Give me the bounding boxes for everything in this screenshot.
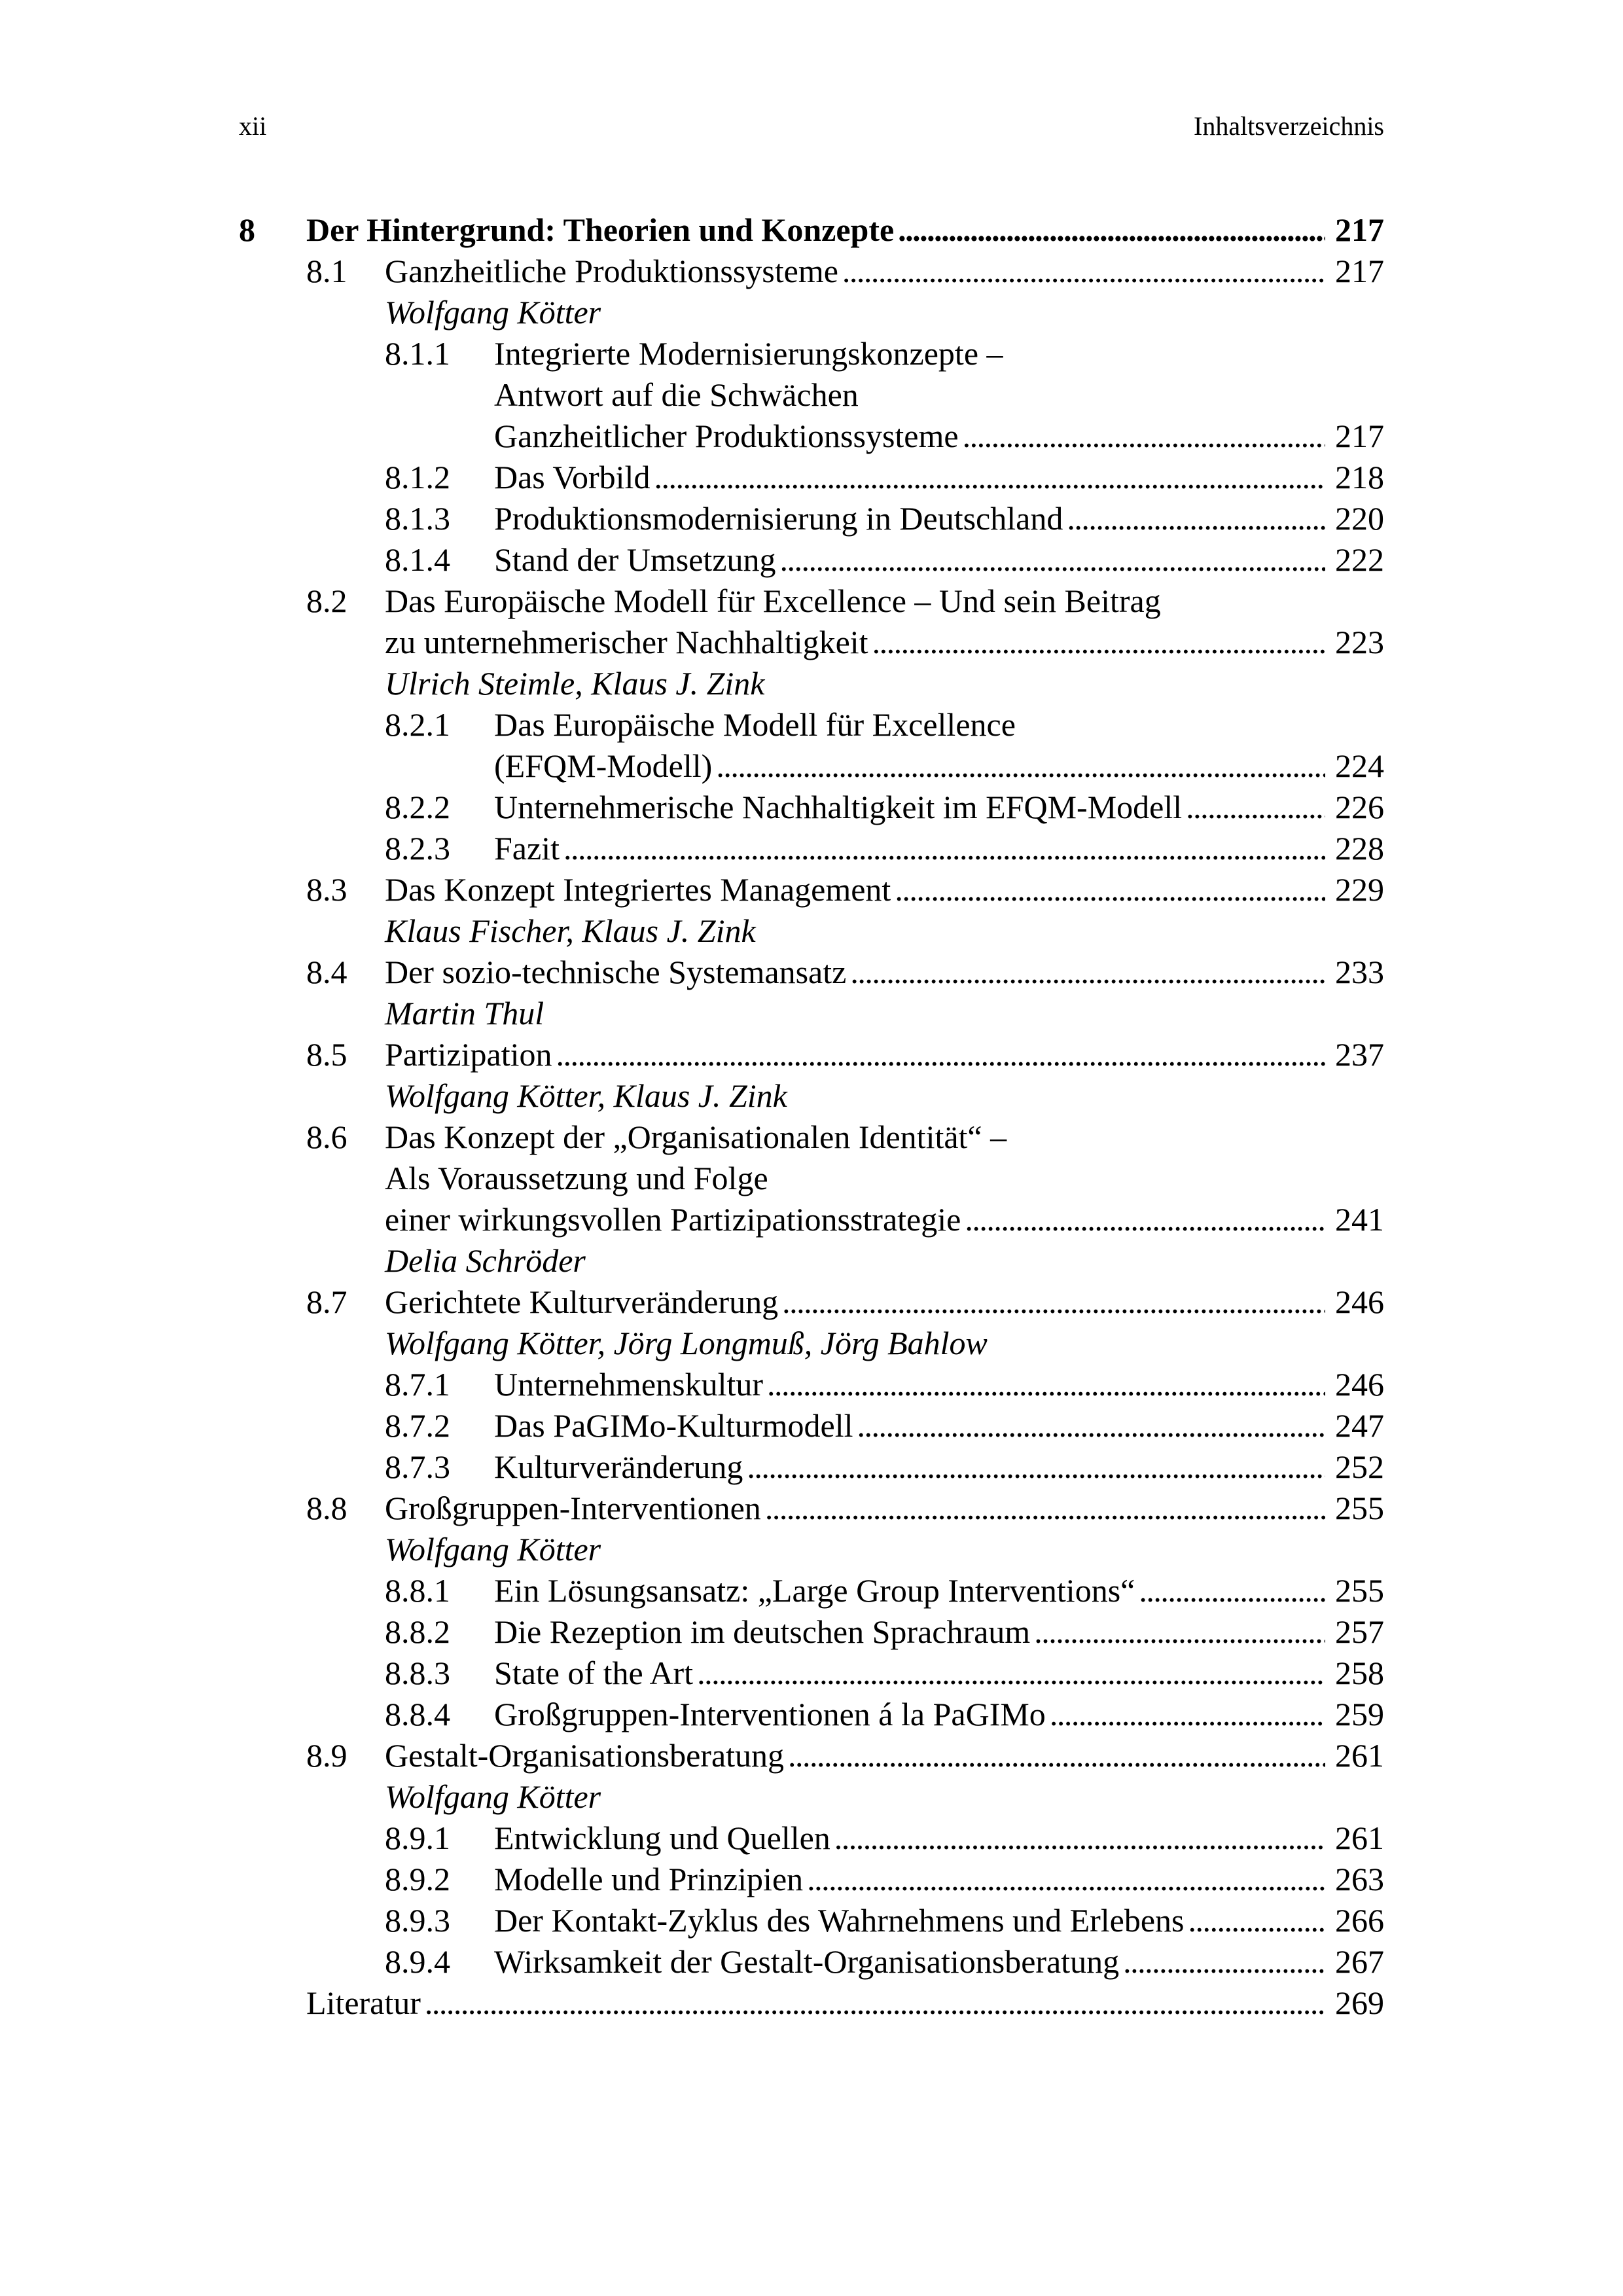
toc-page-number: 247 <box>1335 1407 1384 1444</box>
toc-entry <box>239 251 1384 292</box>
toc-entry <box>239 1282 1384 1323</box>
toc-title: Kulturveränderung <box>494 1448 743 1485</box>
toc-entry <box>239 1034 1384 1075</box>
toc-title: Das Konzept Integriertes Management <box>385 871 891 908</box>
toc-entry <box>239 457 1384 498</box>
toc-section-number: 8.9.2 <box>385 1861 450 1897</box>
dot-leader <box>767 1364 1325 1405</box>
toc-page-number: 237 <box>1335 1036 1384 1073</box>
toc-author-line <box>239 1529 1384 1570</box>
toc-entry <box>239 498 1384 539</box>
toc-section-number: 8.9.3 <box>385 1902 450 1939</box>
dot-leader <box>1034 1611 1325 1653</box>
toc-section-number: 8.2.2 <box>385 789 450 825</box>
toc-author: Ulrich Steimle, Klaus J. Zink <box>385 665 765 702</box>
dot-leader <box>779 539 1325 581</box>
dot-leader <box>563 828 1325 869</box>
toc-section-number: 8 <box>239 211 255 248</box>
toc-entry <box>239 374 1384 416</box>
toc-author: Klaus Fischer, Klaus J. Zink <box>385 912 756 949</box>
toc-entry <box>239 333 1384 374</box>
toc-section-number: 8.7.3 <box>385 1448 450 1485</box>
toc-page-number: 252 <box>1335 1448 1384 1485</box>
dot-leader <box>782 1282 1325 1323</box>
toc-page-number: 267 <box>1335 1943 1384 1980</box>
toc-page-number: 217 <box>1335 211 1384 248</box>
dot-leader <box>857 1405 1325 1446</box>
toc-entry <box>239 1364 1384 1405</box>
toc-section-number: 8.8.2 <box>385 1613 450 1650</box>
toc-section-number: 8.5 <box>306 1036 348 1073</box>
toc-author: Wolfgang Kötter <box>385 294 601 331</box>
toc-title: (EFQM-Modell) <box>494 747 713 784</box>
toc-author-line <box>239 1240 1384 1282</box>
toc-title: Fazit <box>494 830 560 867</box>
toc-title: Der Hintergrund: Theorien und Konzepte <box>306 211 895 248</box>
toc-page-number: 269 <box>1335 1984 1384 2021</box>
toc-section-number: 8.3 <box>306 871 348 908</box>
toc-author: Martin Thul <box>385 995 544 1031</box>
toc-page-number: 258 <box>1335 1655 1384 1691</box>
toc-title: Entwicklung und Quellen <box>494 1820 830 1856</box>
toc-entry <box>239 1158 1384 1199</box>
toc-section-number: 8.7 <box>306 1283 348 1320</box>
toc-author-line <box>239 292 1384 333</box>
toc-title: Gestalt-Organisationsberatung <box>385 1737 785 1774</box>
toc-entry <box>239 704 1384 745</box>
running-title: Inhaltsverzeichnis <box>1194 111 1384 141</box>
toc-page-number: 259 <box>1335 1696 1384 1732</box>
toc-page-number: 266 <box>1335 1902 1384 1939</box>
dot-leader <box>1186 787 1325 828</box>
toc-title: Stand der Umsetzung <box>494 541 776 578</box>
toc-entry <box>239 745 1384 787</box>
toc-page-number: 261 <box>1335 1820 1384 1856</box>
toc-title: einer wirkungsvollen Partizipationsstrategie <box>385 1201 961 1238</box>
toc-title: Das PaGIMo-Kulturmodell <box>494 1407 853 1444</box>
toc-title: Modelle und Prinzipien <box>494 1861 804 1897</box>
toc-author-line <box>239 993 1384 1034</box>
toc-title: State of the Art <box>494 1655 694 1691</box>
toc-title: Unternehmenskultur <box>494 1366 764 1403</box>
toc-author-line <box>239 1776 1384 1818</box>
dot-leader <box>834 1818 1325 1859</box>
toc-title: Gerichtete Kulturveränderung <box>385 1283 779 1320</box>
toc-page-number: 255 <box>1335 1572 1384 1609</box>
toc-section-number: 8.9.4 <box>385 1943 450 1980</box>
dot-leader <box>1188 1900 1325 1941</box>
toc-page-number: 220 <box>1335 500 1384 537</box>
toc-section-number: 8.8 <box>306 1490 348 1526</box>
toc-author: Wolfgang Kötter <box>385 1778 601 1815</box>
toc-entry <box>239 1941 1384 1982</box>
toc-title: Ganzheitlicher Produktionssysteme <box>494 418 959 454</box>
toc-title: Ganzheitliche Produktionssysteme <box>385 253 838 289</box>
toc-page-number: 228 <box>1335 830 1384 867</box>
toc-section-number: 8.8.3 <box>385 1655 450 1691</box>
toc-page-number: 257 <box>1335 1613 1384 1650</box>
toc-entry <box>239 209 1384 251</box>
toc-entry <box>239 869 1384 910</box>
toc-title: Wirksamkeit der Gestalt-Organisationsberatung <box>494 1943 1120 1980</box>
toc-section-number: 8.2 <box>306 583 348 619</box>
toc-section-number: 8.8.4 <box>385 1696 450 1732</box>
dot-leader <box>654 457 1325 498</box>
toc-section-number: 8.1.3 <box>385 500 450 537</box>
toc-entry <box>239 539 1384 581</box>
toc-title: Das Europäische Modell für Excellence <box>494 706 1016 743</box>
dot-leader <box>765 1488 1325 1529</box>
dot-leader <box>1139 1570 1325 1611</box>
toc-entry <box>239 787 1384 828</box>
toc-section-number: 8.7.1 <box>385 1366 450 1403</box>
toc-entry <box>239 1117 1384 1158</box>
toc-title: Literatur <box>306 1984 421 2021</box>
toc-page-number: 218 <box>1335 459 1384 495</box>
toc-page-number: 263 <box>1335 1861 1384 1897</box>
toc-author: Delia Schröder <box>385 1242 586 1279</box>
toc-page-number: 224 <box>1335 747 1384 784</box>
toc-section-number: 8.9.1 <box>385 1820 450 1856</box>
toc-section-number: 8.1 <box>306 253 348 289</box>
table-of-contents <box>239 209 1384 2024</box>
toc-page-number: 233 <box>1335 954 1384 990</box>
toc-entry <box>239 1859 1384 1900</box>
toc-title: Antwort auf die Schwächen <box>494 376 859 413</box>
toc-page-number: 222 <box>1335 541 1384 578</box>
toc-entry <box>239 622 1384 663</box>
dot-leader <box>788 1735 1325 1776</box>
toc-page-number: 261 <box>1335 1737 1384 1774</box>
toc-title: Der sozio-technische Systemansatz <box>385 954 847 990</box>
dot-leader <box>842 251 1325 292</box>
dot-leader <box>807 1859 1325 1900</box>
toc-title: Großgruppen-Interventionen <box>385 1490 761 1526</box>
toc-author: Wolfgang Kötter, Jörg Longmuß, Jörg Bahlow <box>385 1325 988 1361</box>
toc-section-number: 8.1.4 <box>385 541 450 578</box>
toc-page-number: 229 <box>1335 871 1384 908</box>
toc-entry <box>239 1735 1384 1776</box>
toc-page-number: 246 <box>1335 1366 1384 1403</box>
toc-entry <box>239 1570 1384 1611</box>
dot-leader <box>965 1199 1325 1240</box>
toc-section-number: 8.6 <box>306 1119 348 1155</box>
toc-title: zu unternehmerischer Nachhaltigkeit <box>385 624 868 660</box>
toc-title: Produktionsmodernisierung in Deutschland <box>494 500 1063 537</box>
toc-title: Partizipation <box>385 1036 552 1073</box>
dot-leader <box>716 745 1325 787</box>
dot-leader <box>697 1653 1325 1694</box>
toc-title: Das Europäische Modell für Excellence – Und sein Beitrag <box>385 583 1161 619</box>
toc-section-number: 8.2.1 <box>385 706 450 743</box>
toc-title: Integrierte Modernisierungskonzepte – <box>494 335 1003 372</box>
dot-leader <box>425 1982 1325 2024</box>
toc-title: Ein Lösungsansatz: „Large Group Interventions“ <box>494 1572 1135 1609</box>
toc-page-number: 246 <box>1335 1283 1384 1320</box>
dot-leader <box>898 209 1325 251</box>
toc-title: Großgruppen-Interventionen á la PaGIMo <box>494 1696 1046 1732</box>
toc-title: Der Kontakt-Zyklus des Wahrnehmens und Erlebens <box>494 1902 1185 1939</box>
toc-author-line <box>239 1323 1384 1364</box>
dot-leader <box>963 416 1325 457</box>
page-number: xii <box>239 111 267 141</box>
dot-leader <box>1050 1694 1325 1735</box>
toc-entry <box>239 1900 1384 1941</box>
toc-page-number: 217 <box>1335 253 1384 289</box>
toc-entry <box>239 1446 1384 1488</box>
toc-title: Die Rezeption im deutschen Sprachraum <box>494 1613 1031 1650</box>
dot-leader <box>747 1446 1325 1488</box>
toc-page-number: 241 <box>1335 1201 1384 1238</box>
toc-page-number: 226 <box>1335 789 1384 825</box>
toc-title: Als Voraussetzung und Folge <box>385 1160 768 1196</box>
toc-author: Wolfgang Kötter, Klaus J. Zink <box>385 1077 787 1114</box>
toc-title: Das Konzept der „Organisationalen Identität“ – <box>385 1119 1007 1155</box>
dot-leader <box>872 622 1325 663</box>
toc-entry <box>239 952 1384 993</box>
toc-entry <box>239 1488 1384 1529</box>
toc-section-number: 8.9 <box>306 1737 348 1774</box>
toc-entry <box>239 1199 1384 1240</box>
toc-section-number: 8.8.1 <box>385 1572 450 1609</box>
toc-section-number: 8.1.1 <box>385 335 450 372</box>
toc-entry <box>239 1982 1384 2024</box>
dot-leader <box>1123 1941 1325 1982</box>
dot-leader <box>850 952 1325 993</box>
toc-author-line <box>239 1075 1384 1117</box>
toc-page-number: 255 <box>1335 1490 1384 1526</box>
toc-title: Das Vorbild <box>494 459 651 495</box>
toc-entry <box>239 1611 1384 1653</box>
toc-entry <box>239 1405 1384 1446</box>
toc-entry <box>239 1653 1384 1694</box>
dot-leader <box>895 869 1325 910</box>
toc-author: Wolfgang Kötter <box>385 1531 601 1568</box>
toc-entry <box>239 416 1384 457</box>
toc-section-number: 8.2.3 <box>385 830 450 867</box>
toc-entry <box>239 1818 1384 1859</box>
toc-section-number: 8.7.2 <box>385 1407 450 1444</box>
toc-author-line <box>239 663 1384 704</box>
toc-title: Unternehmerische Nachhaltigkeit im EFQM-Modell <box>494 789 1183 825</box>
toc-entry <box>239 1694 1384 1735</box>
toc-section-number: 8.4 <box>306 954 348 990</box>
toc-section-number: 8.1.2 <box>385 459 450 495</box>
toc-author-line <box>239 910 1384 952</box>
dot-leader <box>1067 498 1325 539</box>
toc-entry <box>239 581 1384 622</box>
toc-page-number: 217 <box>1335 418 1384 454</box>
toc-page-number: 223 <box>1335 624 1384 660</box>
toc-entry <box>239 828 1384 869</box>
dot-leader <box>556 1034 1326 1075</box>
